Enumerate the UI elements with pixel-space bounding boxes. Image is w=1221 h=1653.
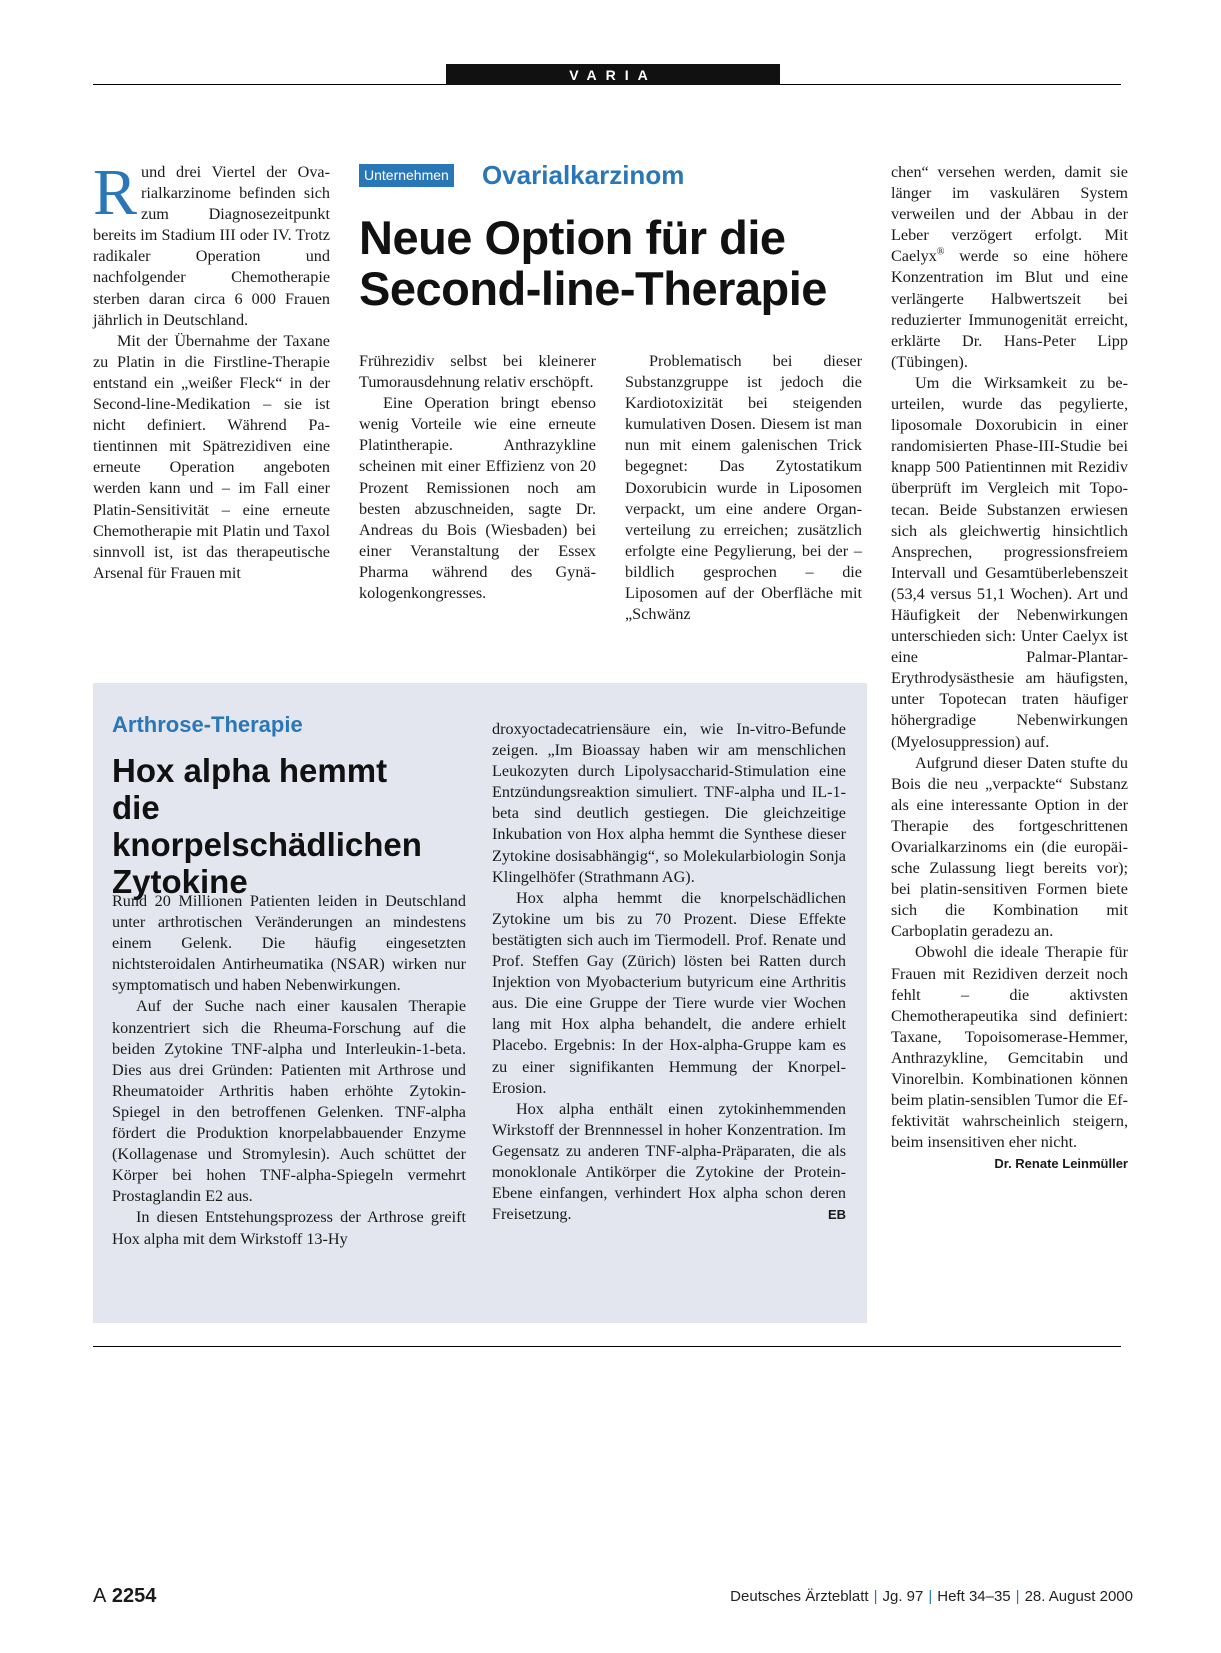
article2-col2-para-1: droxyoctadecatriensäure ein, wie In-vitro-Befunde zeigen. „Im Bioassay haben wir am menschlichen Leukozyten durch Lipolysaccharid-Stimulation eine Entzündungsreaktion simuliert. TNF-alpha und IL-1-beta sind deutlich gestiegen. Die gleichzeitige Inkubation von Hox alpha hemmt die Synthese dieser Zytokine dosisabhängig“, so Molekularbiologin Sonja Klingelhöfer (Strathmann AG). xyxy=(492,720,846,886)
article1-col4-para-2: Um die Wirksamkeit zu beurteilen, wurde das pegylierte, liposomale Doxorubicin in einer randomisierten Phase-III-Studie bei knapp 500 Patientinnen mit Rezidiv überprüft im Vergleich mit Topotecan. Beide Substanzen erwiesen sich als gleichwertig hinsichtlich Ansprechen, progressionsfreiem Intervall und Gesamtüberlebenszeit (53,4 versus 51,1 Wochen). Art und Häufigkeit der Nebenwirkungen unterschieden sich: Unter Caelyx ist eine Palmar-Plantar-Erythrodysästhesie am häufigsten, unter Topotecan traten häufiger höhergradige Nebenwirkungen (Myelosuppression) auf. xyxy=(891,373,1128,751)
bottom-rule xyxy=(93,1346,1121,1347)
article2-headline: Hox alpha hemmt die knorpelschädlichen Zytokine xyxy=(112,752,422,900)
article1-col1-para-1: Rund drei Viertel der Ovarialkarzinome befinden sich zum Diagnosezeitpunkt bereits im Stadium III oder IV. Trotz radikaler Operation und nachfolgender Chemotherapie sterben daran circa 6 000 Frauen jährlich in Deutschland. xyxy=(93,156,330,329)
article2-col1-para-3: In diesen Entstehungsprozess der Arthrose greift Hox alpha mit dem Wirkstoff 13-Hy xyxy=(112,1208,466,1248)
journal-name: Deutsches Ärzteblatt xyxy=(730,1588,869,1605)
article1-col4-para-3: Aufgrund dieser Daten stufte du Bois die neu „verpackte“ Substanz als eine interessante Option in der Therapie des fortgeschrittenen Ovarialkarzinoms ein (die europäische Zulassung liegt bereits vor); bei platin-sensitiven Formen biete sich die Kombination mit Carboplatin geradezu an. xyxy=(891,753,1128,941)
journal-volume: Jg. 97 xyxy=(882,1588,924,1605)
article1-col3-para-1: Problematisch bei dieser Substanzgruppe ist jedoch die Kardiotoxizität bei steigenden kumulativen Dosen. Diesem ist man nun mit einem galenischen Trick begegnet: Das Zytostatikum Doxorubicin wurde in Liposomen verpackt, um eine andere Organverteilung zu erreichen; zusätzlich erfolgte eine Pegylierung, bei der – bildlich gesprochen – die Liposomen auf der Oberfläche mit „Schwänz xyxy=(625,352,862,624)
journal-info: Deutsches Ärzteblatt | Jg. 97 | Heft 34–35 | 28. August 2000 xyxy=(730,1588,1133,1605)
article2-author: EB xyxy=(827,1207,846,1223)
article1-column-2 xyxy=(359,351,596,604)
article2-col1-para-1: Rund 20 Millionen Patienten leiden in Deutschland unter arthrotischen Veränderungen an mindestens einem Gelenk. Die häufig eingesetzten nichtsteroidalen Antirheumatika (NSAR) wirken nur symptomatisch und haben Nebenwirkungen. xyxy=(112,892,466,995)
page-number: A 2254 xyxy=(93,1585,157,1607)
journal-date: 28. August 2000 xyxy=(1024,1588,1133,1605)
article1-headline: Neue Option für die Second-line-Therapie xyxy=(359,211,827,315)
section-header: VARIA xyxy=(446,64,780,85)
drop-cap: R xyxy=(93,156,138,229)
article2-column-2 xyxy=(492,719,846,1225)
article1-column-4 xyxy=(891,162,1128,1175)
article1-col4-para-4: Obwohl die ideale Therapie für Frauen mit Rezidiven derzeit noch fehlt – die aktivsten Chemotherapeutika sind definiert: Taxane, Topoisomerase-Hemmer, Anthrazykline, Gemcitabin und Vinorelbin. Kombinationen können beim platin-sensiblen Tumor die Effektivität wahrscheinlich steigern, beim insensitiven eher nicht. Dr. Renate Leinmüller xyxy=(891,942,1128,1153)
article1-col1-para-2: Mit der Übernahme der Taxane zu Platin in die Firstline-Therapie entstand ein „weißer Fleck“ in der Second-line-Medikation – sie ist nicht definiert. Während Patientinnen mit Spätrezidiven eine erneute Operation angeboten werden kann und – im Fall einer Platin-Sensitivität – eine erneute Chemotherapie mit Platin und Taxol sinnvoll ist, ist das therapeutische Arsenal für Frauen mit xyxy=(93,331,330,582)
article2-column-1 xyxy=(112,891,466,1250)
article1-col2-para-1: Frührezidiv selbst bei kleinerer Tumorausdehnung relativ erschöpft. xyxy=(359,352,596,392)
article2-col2-para-3: Hox alpha enthält einen zytokinhemmenden Wirkstoff der Brennnessel in hoher Konzentration. Im Gegensatz zu anderen TNF-alpha-Präparaten, die als monoklonale Antikörper die Zytokine der Protein-Ebene einfangen, verhindert Hox alpha schon deren Freisetzung. EB xyxy=(492,1099,846,1226)
article1-column-1 xyxy=(93,156,330,584)
category-tag: Unternehmen xyxy=(359,164,454,187)
article1-col4-para-1: chen“ versehen werden, damit sie länger im vaskulären System verweilen und der Abbau in der Leber verzögert erfolgt. Mit Caelyx® werde so eine höhere Konzentration im Blut und eine verlängerte Halbwertszeit bei reduzierter Immunogenität erreicht, erklärte Dr. Hans-Peter Lipp (Tübingen). xyxy=(891,163,1128,371)
journal-issue: Heft 34–35 xyxy=(937,1588,1011,1605)
article1-col2-para-2: Eine Operation bringt ebenso wenig Vorteile wie eine erneute Platintherapie. Anthrazykline scheinen mit einer Effizienz von 20 Prozent Remissionen noch am besten abzuschneiden, sagte Dr. Andreas du Bois (Wiesbaden) bei einer Veranstaltung der Essex Pharma während des Gynäkologenkongresses. xyxy=(359,394,596,603)
article1-column-3 xyxy=(625,351,862,625)
article1-author: Dr. Renate Leinmüller xyxy=(994,1156,1128,1172)
article2-col2-para-2: Hox alpha hemmt die knorpelschädlichen Zytokine um bis zu 70 Prozent. Diese Effekte bestätigten sich auch im Tiermodell. Prof. Renate und Prof. Steffen Gay (Zürich) lösten bei Ratten durch Injektion von Myobacterium butyricum eine Arthritis aus. Die eine Gruppe der Tiere wurde vier Wochen lang mit Hox alpha behandelt, die andere erhielt Placebo. Ergebnis: In der Hox-alpha-Gruppe kam es zu einer signifikanten Hemmung der Knorpel-Erosion. xyxy=(492,888,846,1097)
article1-topic: Ovarialkarzinom xyxy=(482,160,685,190)
article2-col1-para-2: Auf der Suche nach einer kausalen Therapie konzentriert sich die Rheuma-Forschung auf die beiden Zytokine TNF-alpha und Interleukin-1-beta. Dies aus drei Gründen: Patienten mit Arthrose und Rheumatoider Arthritis haben erhöhte Zytokin-Spiegel in den betroffenen Gelenken. TNF-alpha fördert die Produktion knorpelabbauender Enzyme (Kollagenase und Stromylesin). Auch schüttet der Körper bei hohen TNF-alpha-Spiegeln vermehrt Prostaglandin E2 aus. xyxy=(112,997,466,1206)
article2-topic: Arthrose-Therapie xyxy=(112,712,303,737)
